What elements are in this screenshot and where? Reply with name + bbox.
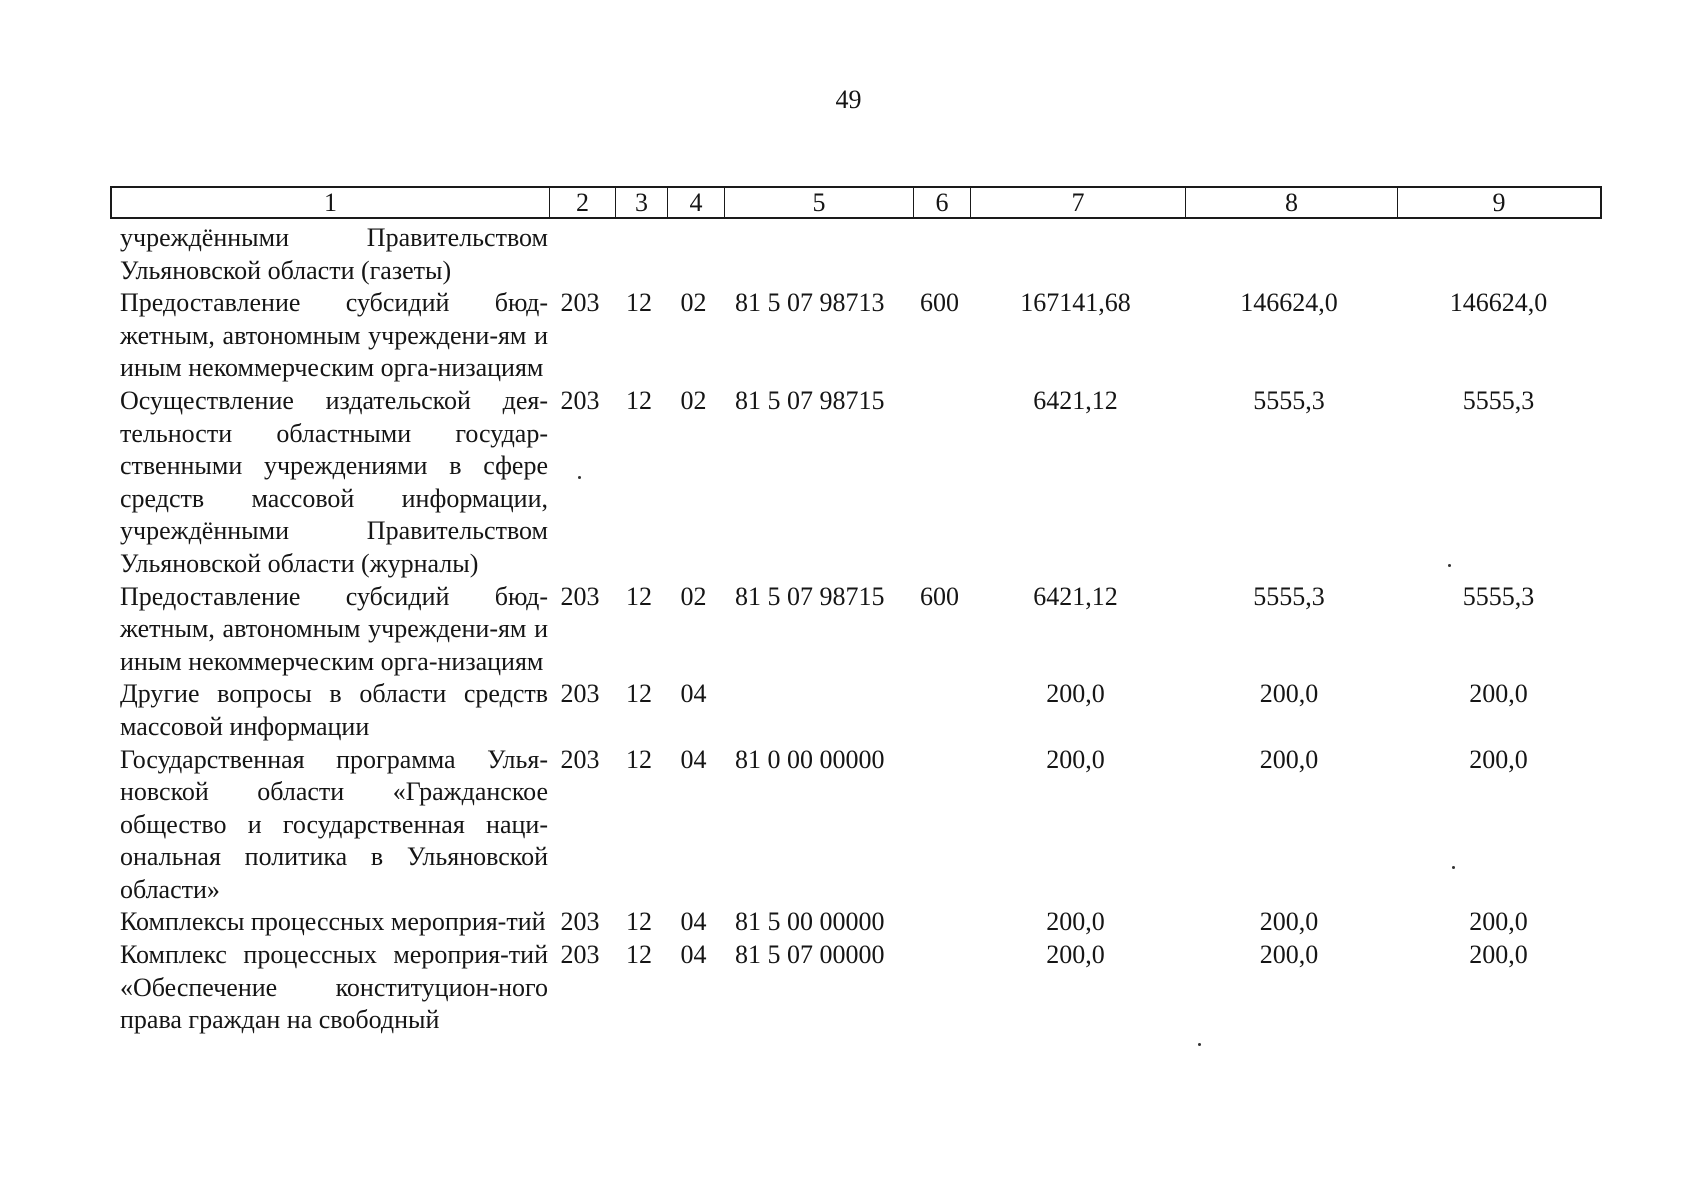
cell-col-9: 5555,3 [1462, 581, 1535, 611]
header-cell-2: 2 [549, 188, 615, 217]
cell-col-7: 200,0 [1046, 744, 1105, 774]
table-row [110, 906, 1602, 939]
cell-col-3: 12 [626, 744, 652, 774]
cell-col-8: 200,0 [1259, 940, 1319, 970]
cell-col-2: 203 [560, 744, 600, 774]
cell-col-9: 200,0 [1469, 907, 1528, 937]
header-cell-3: 3 [615, 188, 667, 217]
header-cell-4: 4 [667, 188, 724, 217]
table-row [110, 939, 1602, 1037]
cell-col-4: 04 [680, 744, 707, 774]
cell-col-3: 12 [626, 288, 652, 318]
page-number: 49 [835, 85, 862, 114]
header-cell-6: 6 [913, 188, 970, 217]
table-row [110, 385, 1602, 581]
cell-col-6: 600 [920, 288, 959, 318]
cell-col-2: 203 [560, 679, 600, 709]
cell-col-7: 200,0 [1046, 679, 1105, 709]
cell-col-5: 81 5 07 98713 [735, 288, 885, 318]
table-row [110, 581, 1602, 679]
cell-col-3: 12 [626, 907, 652, 937]
cell-col-2: 203 [560, 940, 600, 970]
cell-col-5: 81 5 00 00000 [735, 907, 885, 937]
budget-table-body [110, 222, 1602, 1037]
cell-col-9: 200,0 [1469, 679, 1528, 709]
cell-col-4: 04 [680, 907, 707, 937]
cell-col-3: 12 [626, 679, 652, 709]
row-description: Предоставление субсидий бюд-жетным, автономным учреждени-ям и иным некоммерческим орга-низациям [120, 288, 548, 383]
cell-col-4: 04 [680, 940, 707, 970]
header-cell-8: 8 [1185, 188, 1397, 217]
cell-col-7: 167141,68 [1020, 288, 1131, 318]
cell-col-4: 02 [680, 581, 707, 611]
table-row [110, 287, 1602, 385]
cell-col-9: 200,0 [1469, 940, 1528, 970]
table-header-row [110, 186, 1602, 219]
table-row [110, 678, 1602, 743]
table-row [110, 744, 1602, 907]
cell-col-4: 02 [680, 385, 707, 415]
cell-col-7: 6421,12 [1033, 581, 1118, 611]
cell-col-8: 146624,0 [1240, 288, 1338, 318]
scan-speck [1452, 866, 1455, 869]
cell-col-8: 200,0 [1259, 744, 1319, 774]
cell-col-9: 200,0 [1469, 744, 1528, 774]
row-description: Комплекс процессных мероприя-тий «Обеспечение конституцион-ного права граждан на свободный [120, 940, 548, 1035]
row-description: Осуществление издательской дея-тельности областными государ-ственными учреждениями в сфере средств массовой информации, учреждёнными Правительством Ульяновской области (журналы) [120, 385, 548, 578]
cell-col-8: 5555,3 [1253, 581, 1325, 611]
row-description: учреждёнными Правительством Ульяновской области (газеты) [120, 223, 548, 285]
header-cell-9: 9 [1397, 188, 1600, 217]
cell-col-7: 200,0 [1046, 907, 1105, 937]
cell-col-3: 12 [626, 385, 652, 415]
cell-col-8: 200,0 [1259, 679, 1319, 709]
scan-speck [578, 476, 581, 479]
cell-col-5: 81 5 07 98715 [735, 581, 885, 611]
cell-col-7: 200,0 [1046, 940, 1105, 970]
cell-col-3: 12 [626, 940, 652, 970]
scan-speck [1448, 564, 1451, 567]
cell-col-2: 203 [560, 385, 600, 415]
row-description: Государственная программа Улья-новской области «Гражданское общество и государственная наци-ональная политика в Ульяновской области» [120, 744, 548, 904]
row-description: Предоставление субсидий бюд-жетным, автономным учреждени-ям и иным некоммерческим орга-низациям [120, 581, 548, 676]
cell-col-5: 81 5 07 00000 [735, 940, 885, 970]
row-description: Комплексы процессных мероприя-тий [120, 907, 546, 937]
scan-speck [1198, 1043, 1201, 1046]
header-cell-5: 5 [724, 188, 913, 217]
row-description: Другие вопросы в области средств массовой информации [120, 679, 548, 741]
cell-col-7: 6421,12 [1033, 385, 1118, 415]
cell-col-5: 81 0 00 00000 [735, 744, 885, 774]
cell-col-9: 5555,3 [1462, 385, 1535, 415]
table-row [110, 222, 1602, 287]
cell-col-4: 04 [680, 679, 707, 709]
header-cell-1: 1 [324, 188, 337, 217]
cell-col-2: 203 [560, 288, 600, 318]
cell-col-4: 02 [680, 288, 707, 318]
cell-col-2: 203 [560, 581, 600, 611]
cell-col-8: 5555,3 [1253, 385, 1325, 415]
cell-col-2: 203 [560, 907, 600, 937]
cell-col-5: 81 5 07 98715 [735, 385, 885, 415]
cell-col-6: 600 [920, 581, 959, 611]
header-cell-7: 7 [970, 188, 1185, 217]
cell-col-3: 12 [626, 581, 652, 611]
cell-col-8: 200,0 [1259, 907, 1319, 937]
cell-col-9: 146624,0 [1449, 288, 1548, 318]
